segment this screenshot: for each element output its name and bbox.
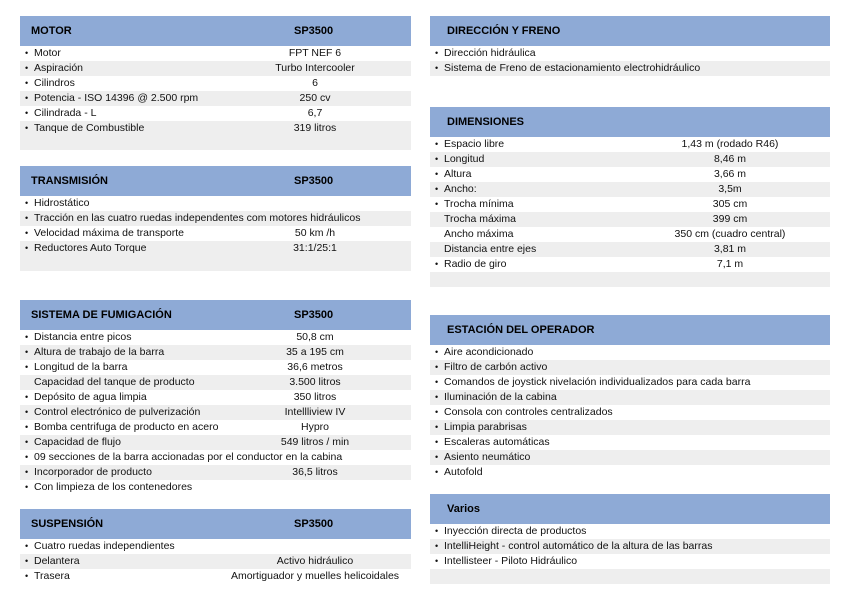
bullet-icon: •: [435, 48, 439, 58]
spec-list: [430, 46, 830, 76]
spec-value: 305 cm: [712, 198, 748, 210]
spec-row: [430, 212, 830, 227]
spec-value: 549 litros / min: [280, 436, 350, 448]
section-filler: [20, 256, 411, 271]
spec-value: 6,7: [307, 107, 323, 119]
bullet-icon: •: [25, 362, 29, 372]
section-header: [430, 16, 830, 46]
spec-label: Intellisteer - Piloto Hidráulico: [444, 555, 578, 567]
spec-row: [430, 61, 830, 76]
bullet-icon: •: [435, 199, 439, 209]
spec-row: [20, 46, 411, 61]
spec-value: 36,6 metros: [287, 361, 343, 373]
spec-label: Ancho máxima: [444, 228, 514, 240]
section-header: [430, 315, 830, 345]
spec-list: [430, 345, 830, 480]
bullet-icon: •: [435, 347, 439, 357]
spec-label: Depósito de agua limpia: [34, 391, 147, 403]
spec-row: [20, 76, 411, 91]
section-model: SP3500: [294, 25, 334, 37]
section-title: SUSPENSIÓN: [31, 518, 104, 530]
section-operador: [430, 315, 830, 480]
section-header: [20, 509, 411, 539]
spec-label: Filtro de carbón activo: [444, 361, 548, 373]
spec-row: [430, 167, 830, 182]
spec-label: Longitud: [444, 153, 485, 165]
spec-label: Aspiración: [34, 62, 84, 74]
spec-label: Cuatro ruedas independientes: [34, 540, 175, 552]
bullet-icon: •: [435, 154, 439, 164]
bullet-icon: •: [435, 377, 439, 387]
section-header: [20, 166, 411, 196]
spec-label: 09 secciones de la barra accionadas por el conductor en la cabina: [34, 451, 343, 463]
spec-row: [20, 465, 411, 480]
spec-row: [430, 345, 830, 360]
spec-label: Distancia entre picos: [34, 331, 132, 343]
section-title: DIMENSIONES: [447, 116, 525, 128]
bullet-icon: •: [25, 78, 29, 88]
section-filler: [20, 136, 411, 150]
spec-row: [430, 197, 830, 212]
section-model: SP3500: [294, 518, 334, 530]
spec-label: Altura de trabajo de la barra: [34, 346, 165, 358]
bullet-icon: •: [25, 213, 29, 223]
section-header: [430, 107, 830, 137]
spec-value: 36,5 litros: [292, 466, 338, 478]
bullet-icon: •: [25, 228, 29, 238]
spec-label: Delantera: [34, 555, 80, 567]
spec-row: [430, 524, 830, 539]
spec-label: Cilindros: [34, 77, 75, 89]
spec-row: [20, 390, 411, 405]
section-filler: [430, 569, 830, 584]
spec-value: 6: [312, 77, 318, 89]
section-title: ESTACIÓN DEL OPERADOR: [447, 324, 595, 336]
section-model: SP3500: [294, 309, 334, 321]
spec-label: Tracción en las cuatro ruedas independentes com motores hidráulicos: [34, 212, 361, 224]
bullet-icon: •: [25, 467, 29, 477]
bullet-icon: •: [25, 482, 29, 492]
section-varios: [430, 494, 830, 584]
spec-row: [20, 360, 411, 375]
section-title: Varios: [447, 503, 481, 515]
spec-label: Control electrónico de pulverización: [34, 406, 201, 418]
section-model: SP3500: [294, 175, 334, 187]
bullet-icon: •: [25, 452, 29, 462]
spec-label: Trasera: [34, 570, 70, 582]
spec-row: [20, 375, 411, 390]
spec-row: [20, 211, 411, 226]
spec-value: 399 cm: [712, 213, 748, 225]
spec-label: Consola con controles centralizados: [444, 406, 613, 418]
spec-value: 31:1/25:1: [293, 242, 337, 254]
spec-row: [430, 152, 830, 167]
spec-row: [20, 61, 411, 76]
spec-value: 3,5m: [718, 183, 742, 195]
spec-value: FPT NEF 6: [288, 47, 342, 59]
spec-row: [430, 242, 830, 257]
spec-label: Comandos de joystick nivelación individualizados para cada barra: [444, 376, 751, 388]
spec-row: [20, 330, 411, 345]
spec-value: 50,8 cm: [296, 331, 334, 343]
section-title: DIRECCIÓN Y FRENO: [447, 25, 561, 37]
bullet-icon: •: [435, 437, 439, 447]
spec-row: [20, 106, 411, 121]
spec-row: [20, 226, 411, 241]
section-header: [430, 494, 830, 524]
spec-label: Incorporador de producto: [34, 466, 152, 478]
spec-label: Limpia parabrisas: [444, 421, 527, 433]
section-title: MOTOR: [31, 25, 72, 37]
bullet-icon: •: [25, 392, 29, 402]
spec-value: 8,46 m: [713, 153, 747, 165]
section-transmision: [20, 166, 411, 271]
spec-row: [20, 345, 411, 360]
spec-label: Velocidad máxima de transporte: [34, 227, 184, 239]
spec-label: Aire acondicionado: [444, 346, 534, 358]
bullet-icon: •: [435, 526, 439, 536]
spec-label: Sistema de Freno de estacionamiento electrohidráulico: [444, 62, 701, 74]
spec-row: [430, 46, 830, 61]
bullet-icon: •: [25, 108, 29, 118]
bullet-icon: •: [25, 123, 29, 133]
spec-row: [20, 450, 411, 465]
spec-list: [20, 330, 411, 495]
spec-value: Activo hidráulico: [276, 555, 354, 567]
section-header: [20, 300, 411, 330]
spec-row: [430, 137, 830, 152]
bullet-icon: •: [435, 452, 439, 462]
spec-row: [430, 539, 830, 554]
spec-row: [430, 375, 830, 390]
spec-label: Tanque de Combustible: [34, 122, 145, 134]
spec-row: [430, 554, 830, 569]
spec-label: IntelliHeight - control automático de la altura de las barras: [444, 540, 713, 552]
spec-row: [430, 465, 830, 480]
spec-label: Capacidad del tanque de producto: [34, 376, 195, 388]
bullet-icon: •: [435, 467, 439, 477]
bullet-icon: •: [25, 437, 29, 447]
bullet-icon: •: [25, 541, 29, 551]
spec-value: 250 cv: [299, 92, 331, 104]
spec-row: [430, 390, 830, 405]
spec-row: [20, 405, 411, 420]
spec-label: Dirección hidráulica: [444, 47, 536, 59]
spec-label: Potencia - ISO 14396 @ 2.500 rpm: [34, 92, 199, 104]
spec-value: 3,66 m: [713, 168, 747, 180]
spec-value: 350 litros: [293, 391, 337, 403]
bullet-icon: •: [435, 556, 439, 566]
section-direccion: [430, 16, 830, 76]
bullet-icon: •: [25, 93, 29, 103]
spec-label: Capacidad de flujo: [34, 436, 121, 448]
spec-label: Hidrostático: [34, 197, 90, 209]
bullet-icon: •: [435, 259, 439, 269]
section-filler: [430, 272, 830, 287]
spec-label: Autofold: [444, 466, 483, 478]
spec-label: Con limpieza de los contenedores: [34, 481, 193, 493]
spec-row: [20, 91, 411, 106]
spec-label: Bomba centrifuga de producto en acero: [34, 421, 219, 433]
bullet-icon: •: [435, 541, 439, 551]
bullet-icon: •: [25, 347, 29, 357]
spec-row: [430, 420, 830, 435]
spec-label: Inyección directa de productos: [444, 525, 587, 537]
spec-value: 1,43 m (rodado R46): [681, 138, 779, 150]
spec-value: 35 a 195 cm: [286, 346, 344, 358]
spec-row: [20, 480, 411, 495]
bullet-icon: •: [435, 169, 439, 179]
spec-value: 319 litros: [293, 122, 337, 134]
spec-row: [430, 257, 830, 272]
spec-value: 3,81 m: [713, 243, 747, 255]
spec-label: Trocha máxima: [444, 213, 516, 225]
section-suspension: [20, 509, 411, 584]
bullet-icon: •: [25, 556, 29, 566]
spec-label: Espacio libre: [444, 138, 505, 150]
spec-label: Asiento neumático: [444, 451, 531, 463]
spec-row: [20, 241, 411, 256]
bullet-icon: •: [435, 362, 439, 372]
section-header: [20, 16, 411, 46]
spec-row: [20, 539, 411, 554]
spec-list: [430, 137, 830, 272]
section-title: SISTEMA DE FUMIGACIÓN: [31, 309, 172, 321]
bullet-icon: •: [25, 48, 29, 58]
spec-value: 7,1 m: [716, 258, 744, 270]
spec-row: [430, 405, 830, 420]
spec-row: [430, 435, 830, 450]
spec-value: Turbo Intercooler: [275, 62, 355, 74]
spec-label: Trocha mínima: [444, 198, 514, 210]
spec-label: Iluminación de la cabina: [444, 391, 557, 403]
spec-row: [430, 360, 830, 375]
bullet-icon: •: [25, 571, 29, 581]
bullet-icon: •: [435, 139, 439, 149]
spec-value: 50 km /h: [294, 227, 336, 239]
spec-row: [20, 569, 411, 584]
spec-row: [20, 435, 411, 450]
spec-list: [430, 524, 830, 569]
spec-value: Amortiguador y muelles helicoidales: [230, 570, 400, 582]
section-motor: [20, 16, 411, 150]
spec-list: [20, 539, 411, 584]
spec-row: [20, 196, 411, 211]
spec-label: Radio de giro: [444, 258, 507, 270]
spec-label: Distancia entre ejes: [444, 243, 537, 255]
spec-label: Motor: [34, 47, 61, 59]
spec-row: [430, 182, 830, 197]
bullet-icon: •: [25, 407, 29, 417]
bullet-icon: •: [435, 407, 439, 417]
section-dimensiones: [430, 107, 830, 287]
spec-label: Reductores Auto Torque: [34, 242, 147, 254]
bullet-icon: •: [25, 243, 29, 253]
spec-list: [20, 196, 411, 256]
spec-row: [430, 227, 830, 242]
spec-row: [20, 420, 411, 435]
spec-value: Hypro: [300, 421, 329, 433]
bullet-icon: •: [25, 332, 29, 342]
bullet-icon: •: [435, 63, 439, 73]
bullet-icon: •: [435, 422, 439, 432]
spec-label: Cilindrada - L: [34, 107, 97, 119]
section-fumigacion: [20, 300, 411, 495]
bullet-icon: •: [25, 422, 29, 432]
spec-value: 3.500 litros: [289, 376, 341, 388]
bullet-icon: •: [435, 184, 439, 194]
bullet-icon: •: [435, 392, 439, 402]
spec-row: [20, 554, 411, 569]
spec-label: Ancho:: [444, 183, 477, 195]
bullet-icon: •: [25, 63, 29, 73]
spec-list: [20, 46, 411, 136]
spec-row: [20, 121, 411, 136]
spec-label: Escaleras automáticas: [444, 436, 550, 448]
spec-label: Longitud de la barra: [34, 361, 128, 373]
section-title: TRANSMISIÓN: [31, 175, 108, 187]
spec-row: [430, 450, 830, 465]
spec-label: Altura: [444, 168, 472, 180]
bullet-icon: •: [25, 198, 29, 208]
spec-value: Intellliview IV: [284, 406, 346, 418]
spec-value: 350 cm (cuadro central): [674, 228, 786, 240]
